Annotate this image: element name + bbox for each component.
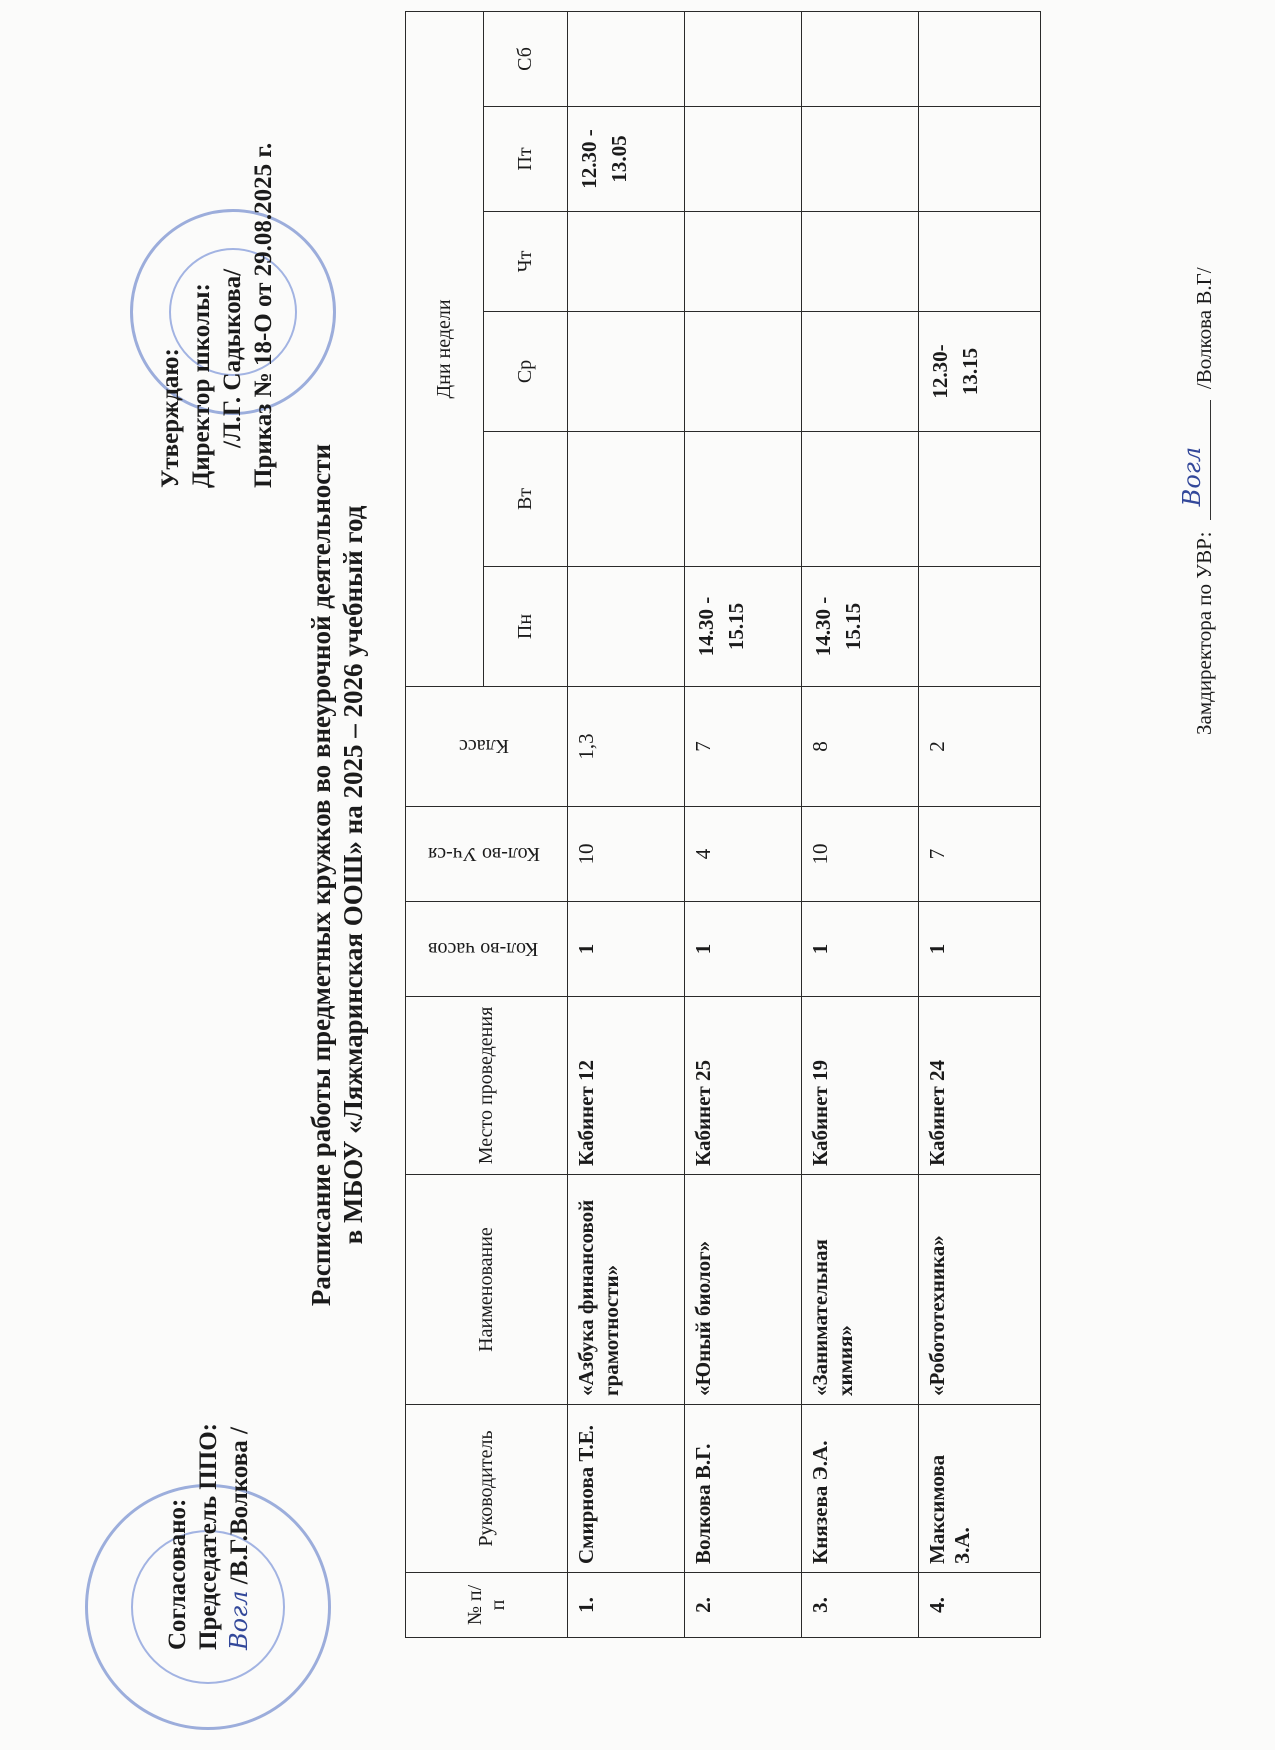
row-day-cell [919,212,1041,312]
row-students: 7 [919,807,1041,902]
row-day-cell [685,312,802,432]
row-hours: 1 [568,902,685,997]
table-row [919,11,1041,1637]
row-hours: 1 [685,902,802,997]
day-header: Ср [484,312,568,432]
row-num: 4. [919,1573,1041,1638]
row-day-cell: 14.30 - 15.15 [685,567,802,687]
row-day-cell [919,432,1041,567]
row-day-cell [685,107,802,212]
approval-right-label: Утверждаю: [157,348,184,488]
row-num: 1. [568,1573,685,1638]
row-num: 3. [802,1573,919,1638]
col-place-header: Место проведения [406,997,568,1175]
row-name: «Занимательная химия» [802,1175,919,1405]
row-name: «Азбука финансовой грамотности» [568,1175,685,1405]
row-day-cell [568,11,685,106]
row-grade: 8 [802,687,919,807]
row-day-cell [802,11,919,106]
col-hours-header: Кол-во часов [406,902,568,997]
approval-right-order: Приказ № 18-О от 29.08.2025 г. [250,142,277,488]
row-students: 10 [802,807,919,902]
approval-left-label: Согласовано: [164,1498,191,1650]
row-day-cell [685,212,802,312]
table-row [568,11,685,1637]
title-line-2: в МБОУ «Ляжмаринская ООШ» на 2025 – 2026 учебный год [338,505,368,1245]
day-header: Пн [484,567,568,687]
row-day-cell [685,432,802,567]
table-row [802,11,919,1637]
header-row [406,11,484,1637]
approval-right [155,143,279,488]
footer-label: Замдиректора по УВР: [1192,531,1216,735]
left-signature: Вогл [225,1590,253,1650]
schedule-table [405,11,1041,1638]
day-header: Сб [484,11,568,106]
col-num-header: № п/п [406,1573,568,1638]
table-row [685,11,802,1637]
row-day-cell [919,567,1041,687]
footer-signature-mark: Вогл [1178,446,1206,507]
row-day-cell [802,312,919,432]
row-day-cell [568,432,685,567]
row-leader: Максимова З.А. [919,1405,1041,1573]
col-name-header: Наименование [406,1175,568,1405]
row-leader: Волкова В.Г. [685,1405,802,1573]
approval-left-name: Вогл /В.Г.Волкова / [225,1427,253,1650]
approval-left-role: Председатель ППО: [195,1423,222,1650]
day-header: Вт [484,432,568,567]
footer-name: /Волкова В.Г/ [1192,267,1216,390]
row-grade: 7 [685,687,802,807]
title-line-1: Расписание работы предметных кружков во внеурочной деятельности [306,443,336,1307]
row-name: «Робототехника» [919,1175,1041,1405]
footer-signature [1178,267,1217,735]
row-day-cell [568,212,685,312]
row-students: 4 [685,807,802,902]
row-leader: Князева Э.А. [802,1405,919,1573]
col-leader-header: Руководитель [406,1405,568,1573]
approval-right-name: /Л.Г. Садыкова/ [219,268,246,448]
day-header: Чт [484,212,568,312]
day-header: Пт [484,107,568,212]
page-title [305,0,369,1750]
approval-right-role: Директор школы: [188,283,215,488]
row-day-cell [568,312,685,432]
row-grade: 1,3 [568,687,685,807]
signature-line [1178,400,1211,520]
row-day-cell: 12.30 - 13.05 [568,107,685,212]
row-day-cell: 14.30 - 15.15 [802,567,919,687]
row-grade: 2 [919,687,1041,807]
col-students-header: Кол-во Уч-ся [406,807,568,902]
row-day-cell [802,432,919,567]
row-place: Кабинет 12 [568,997,685,1175]
col-grade-header: Класс [406,687,568,807]
row-day-cell [685,11,802,106]
approval-left [162,1423,255,1650]
row-day-cell [802,212,919,312]
row-day-cell [919,107,1041,212]
row-place: Кабинет 19 [802,997,919,1175]
row-hours: 1 [802,902,919,997]
row-day-cell [802,107,919,212]
row-num: 2. [685,1573,802,1638]
row-students: 10 [568,807,685,902]
row-day-cell [919,11,1041,106]
row-day-cell [568,567,685,687]
row-leader: Смирнова Т.Е. [568,1405,685,1573]
row-day-cell: 12.30- 13.15 [919,312,1041,432]
row-place: Кабинет 24 [919,997,1041,1175]
row-place: Кабинет 25 [685,997,802,1175]
col-days-header: Дни недели [406,11,484,686]
row-hours: 1 [919,902,1041,997]
row-name: «Юный биолог» [685,1175,802,1405]
